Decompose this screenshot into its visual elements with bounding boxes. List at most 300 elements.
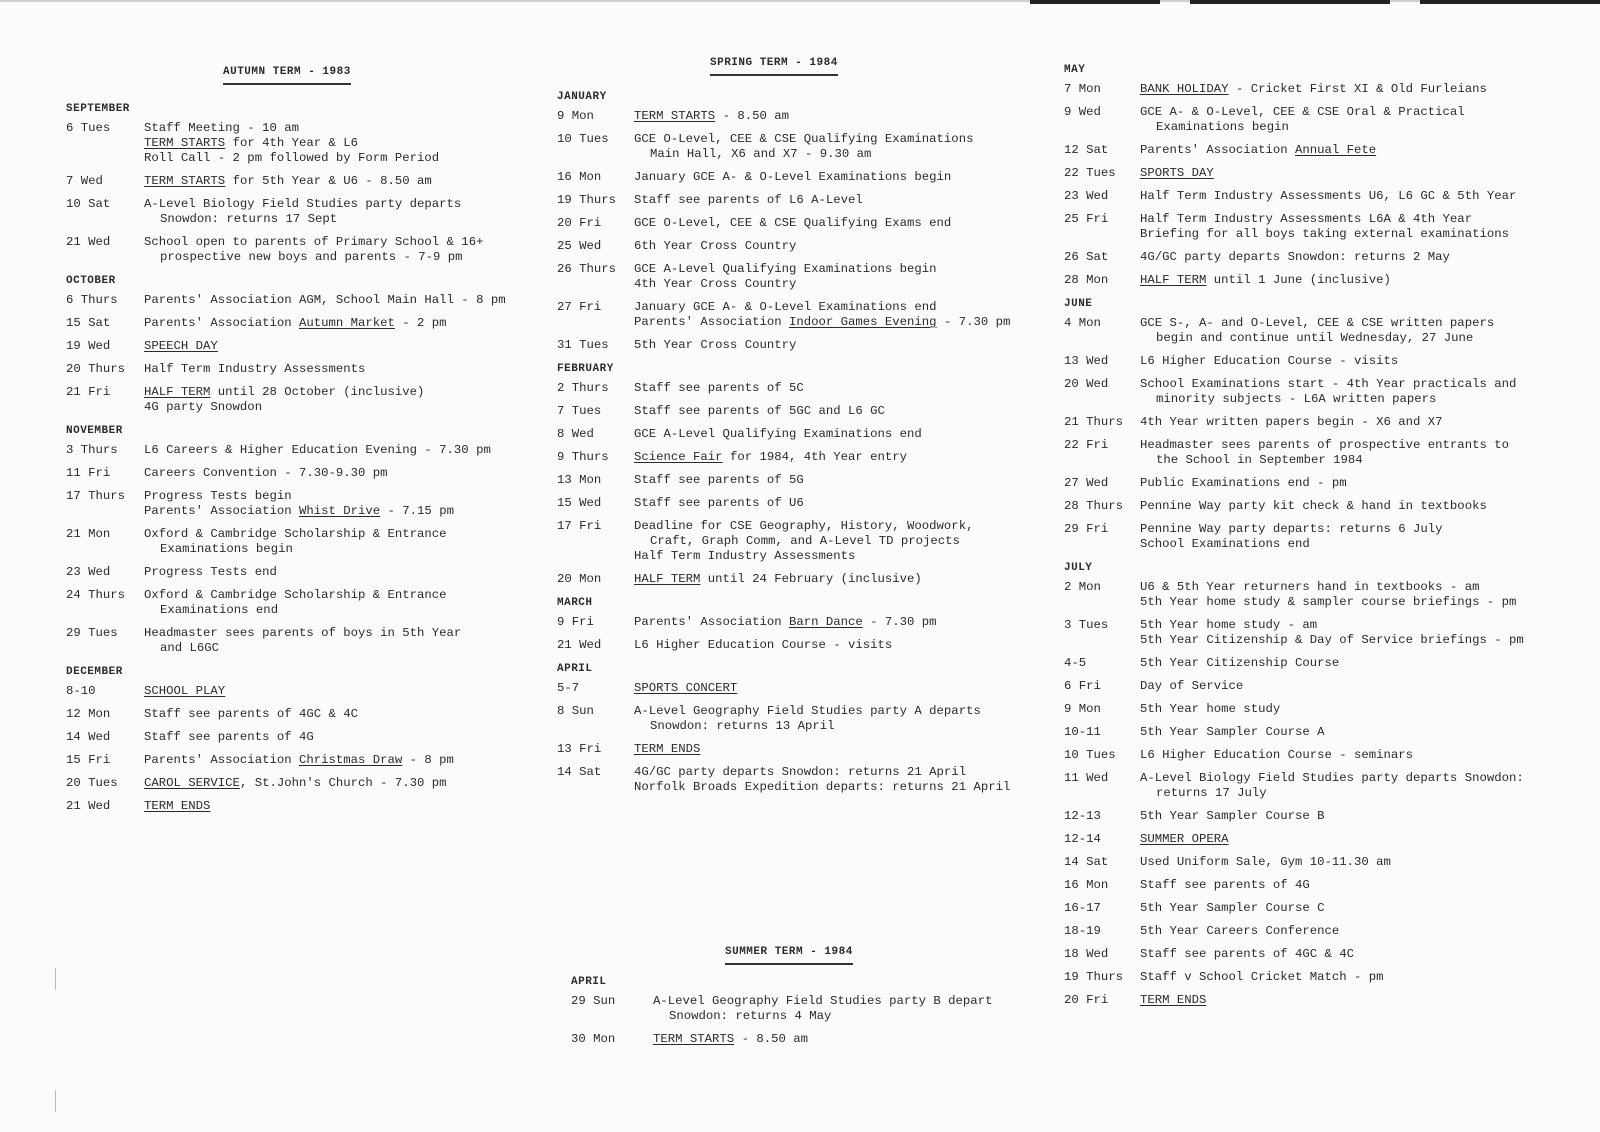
entry-description xyxy=(634,170,1042,185)
entry-line xyxy=(1140,537,1594,552)
entry-description xyxy=(634,404,1042,419)
entry-text: returns 17 July xyxy=(1156,786,1267,800)
entry-text: 5th Year home study & sampler course briefings - pm xyxy=(1140,595,1517,609)
calendar-entry xyxy=(66,316,546,331)
spring-term-title: SPRING TERM - 1984 xyxy=(710,57,838,76)
underlined-event: TERM ENDS xyxy=(634,742,701,756)
entry-date: 23 Wed xyxy=(1064,189,1109,203)
entry-text: Pennine Way party kit check & hand in textbooks xyxy=(1140,499,1487,513)
calendar-entry xyxy=(557,262,1042,292)
entry-text: Staff see parents of U6 xyxy=(634,496,804,510)
entry-text: GCE A- & O-Level, CEE & CSE Oral & Practical xyxy=(1140,105,1465,119)
entry-text: Parents' Association AGM, School Main Hall - 8 pm xyxy=(144,293,506,307)
entry-date: 7 Mon xyxy=(1064,82,1101,96)
entry-text: Staff see parents of 5G xyxy=(634,473,804,487)
entry-date: 8-10 xyxy=(66,684,96,698)
calendar-entry xyxy=(66,235,546,265)
entry-line xyxy=(634,427,1042,442)
entry-line xyxy=(1140,377,1594,392)
entry-line xyxy=(144,504,546,519)
entry-description xyxy=(634,765,1042,795)
entry-line xyxy=(1140,618,1594,633)
entry-date: 10 Tues xyxy=(1064,748,1116,762)
entry-line xyxy=(1140,476,1594,491)
calendar-entry xyxy=(1064,618,1594,648)
entry-text: 5th Year Cross Country xyxy=(634,338,797,352)
entry-text: Staff Meeting - 10 am xyxy=(144,121,299,135)
entry-line xyxy=(1140,901,1594,916)
entry-line xyxy=(144,174,546,189)
entry-text: 6th Year Cross Country xyxy=(634,239,797,253)
underlined-event: SPORTS CONCERT xyxy=(634,681,738,695)
entry-line xyxy=(144,753,546,768)
entry-date: 12 Mon xyxy=(66,707,111,721)
calendar-entry xyxy=(66,362,546,377)
calendar-entry xyxy=(66,684,546,699)
entry-line xyxy=(144,527,546,542)
underlined-event: Science Fair xyxy=(634,450,723,464)
underlined-event: TERM STARTS xyxy=(653,1032,735,1046)
entry-line xyxy=(144,293,546,308)
entry-date: 9 Wed xyxy=(1064,105,1101,119)
entry-line xyxy=(1140,970,1594,985)
entry-date: 10 Sat xyxy=(66,197,111,211)
entry-line xyxy=(1140,392,1594,407)
entry-text: Careers Convention - 7.30-9.30 pm xyxy=(144,466,388,480)
entry-description xyxy=(634,216,1042,231)
entry-date: 21 Wed xyxy=(557,638,602,652)
entry-text: GCE O-Level, CEE & CSE Qualifying Examinations xyxy=(634,132,974,146)
calendar-entry xyxy=(557,519,1042,564)
entry-text: for 4th Year & L6 xyxy=(225,136,359,150)
entry-line xyxy=(1140,771,1594,786)
entry-description xyxy=(144,466,546,481)
entry-description xyxy=(1140,947,1594,962)
entry-description xyxy=(1140,377,1594,407)
entry-description xyxy=(1140,725,1594,740)
entry-description xyxy=(144,174,546,189)
entry-text: Half Term Industry Assessments xyxy=(634,549,856,563)
calendar-entry xyxy=(557,109,1042,124)
calendar-entry xyxy=(1064,748,1594,763)
entry-description xyxy=(634,262,1042,292)
calendar-entry xyxy=(66,197,546,227)
entry-date: 6 Thurs xyxy=(66,293,118,307)
entry-date: 17 Fri xyxy=(557,519,602,533)
entry-date: 17 Thurs xyxy=(66,489,126,503)
entry-line xyxy=(144,542,546,557)
entry-text: , St.John's Church - 7.30 pm xyxy=(239,776,447,790)
calendar-entry xyxy=(557,615,1042,630)
entry-date: 20 Wed xyxy=(1064,377,1109,391)
entry-text: Parents' Association xyxy=(634,615,789,629)
underlined-event: SUMMER OPERA xyxy=(1140,832,1229,846)
entry-date: 20 Tues xyxy=(66,776,118,790)
entry-text: A-Level Geography Field Studies party B depart xyxy=(653,994,993,1008)
entry-date: 25 Wed xyxy=(557,239,602,253)
entry-description xyxy=(634,742,1042,757)
entry-line xyxy=(634,780,1042,795)
summer-term-continued-column xyxy=(1064,54,1594,1016)
month-heading: APRIL xyxy=(571,976,607,988)
entry-description xyxy=(1140,273,1594,288)
calendar-entry xyxy=(66,626,546,656)
entry-date: 31 Tues xyxy=(557,338,609,352)
entry-line xyxy=(653,994,1041,1009)
entry-date: 15 Wed xyxy=(557,496,602,510)
entry-text: - 8.50 am xyxy=(715,109,789,123)
month-heading: APRIL xyxy=(557,663,593,675)
entry-line xyxy=(1140,924,1594,939)
underlined-event: Whist Drive xyxy=(298,504,381,518)
entry-date: 16-17 xyxy=(1064,901,1101,915)
entry-date: 14 Wed xyxy=(66,730,111,744)
top-edge-mark xyxy=(1420,0,1600,4)
entry-line xyxy=(1140,82,1594,97)
entry-line xyxy=(144,603,546,618)
calendar-entry xyxy=(1064,970,1594,985)
entry-description xyxy=(634,519,1042,564)
entry-description xyxy=(1140,771,1594,801)
entry-date: 8 Wed xyxy=(557,427,594,441)
entry-date: 20 Thurs xyxy=(66,362,126,376)
underlined-event: SPORTS DAY xyxy=(1140,166,1214,180)
entry-text: Half Term Industry Assessments xyxy=(144,362,366,376)
entry-date: 20 Fri xyxy=(1064,993,1109,1007)
calendar-entry xyxy=(1064,878,1594,893)
calendar-entry xyxy=(1064,82,1594,97)
entry-description xyxy=(144,385,546,415)
entry-text: Used Uniform Sale, Gym 10-11.30 am xyxy=(1140,855,1391,869)
calendar-entry xyxy=(557,381,1042,396)
entry-date: 8 Sun xyxy=(557,704,594,718)
calendar-entry xyxy=(66,527,546,557)
entry-line xyxy=(1140,878,1594,893)
entry-date: 5-7 xyxy=(557,681,580,695)
month-heading: OCTOBER xyxy=(66,275,116,287)
entry-description xyxy=(634,193,1042,208)
calendar-entry xyxy=(557,496,1042,511)
calendar-entry xyxy=(66,707,546,722)
entry-date: 3 Thurs xyxy=(66,443,118,457)
underlined-event: TERM ENDS xyxy=(144,799,211,813)
entry-line xyxy=(1140,786,1594,801)
entry-text: Briefing for all boys taking external examinations xyxy=(1140,227,1509,241)
entry-date: 14 Sat xyxy=(1064,855,1109,869)
underlined-event: TERM STARTS xyxy=(144,136,226,150)
entry-description xyxy=(1140,105,1594,135)
entry-line xyxy=(1140,855,1594,870)
calendar-entry xyxy=(557,193,1042,208)
calendar-entry xyxy=(1064,580,1594,610)
entry-date: 26 Thurs xyxy=(557,262,617,276)
entry-line xyxy=(144,362,546,377)
entry-text: minority subjects - L6A written papers xyxy=(1156,392,1437,406)
entry-date: 27 Fri xyxy=(557,300,602,314)
entry-description xyxy=(144,684,546,699)
entry-text: U6 & 5th Year returners hand in textbooks - am xyxy=(1140,580,1480,594)
entry-text: Examinations end xyxy=(160,603,279,617)
entry-line xyxy=(1140,499,1594,514)
underlined-event: TERM STARTS xyxy=(144,174,226,188)
entry-description xyxy=(634,132,1042,162)
underlined-event: HALF TERM xyxy=(144,385,211,399)
month-heading: SEPTEMBER xyxy=(66,103,130,115)
entry-description xyxy=(634,496,1042,511)
entry-date: 2 Thurs xyxy=(557,381,609,395)
entry-line xyxy=(634,681,1042,696)
entry-description xyxy=(1140,212,1594,242)
entry-line xyxy=(1140,354,1594,369)
entry-text: L6 Careers & Higher Education Evening - 7.30 pm xyxy=(144,443,491,457)
entry-text: Headmaster sees parents of boys in 5th Year xyxy=(144,626,462,640)
entry-text: - 2 pm xyxy=(394,316,447,330)
autumn-term-column xyxy=(66,93,546,822)
underlined-event: SPEECH DAY xyxy=(144,339,218,353)
entry-description xyxy=(144,588,546,618)
entry-text: 4G/GC party departs Snowdon: returns 21 April xyxy=(634,765,967,779)
entry-line xyxy=(1140,656,1594,671)
entry-line xyxy=(1140,993,1594,1008)
entry-date: 10-11 xyxy=(1064,725,1101,739)
calendar-entry xyxy=(1064,725,1594,740)
entry-text: Oxford & Cambridge Scholarship & Entrance xyxy=(144,588,447,602)
entry-line xyxy=(144,684,546,699)
entry-line xyxy=(1140,595,1594,610)
entry-line xyxy=(1140,453,1594,468)
entry-text: begin and continue until Wednesday, 27 June xyxy=(1156,331,1474,345)
entry-line xyxy=(144,339,546,354)
entry-description xyxy=(1140,143,1594,158)
entry-date: 29 Sun xyxy=(571,994,616,1008)
underlined-event: SCHOOL PLAY xyxy=(144,684,226,698)
entry-text: Examinations begin xyxy=(160,542,293,556)
entry-line xyxy=(144,707,546,722)
entry-line xyxy=(144,799,546,814)
entry-date: 6 Tues xyxy=(66,121,111,135)
entry-description xyxy=(634,572,1042,587)
entry-line xyxy=(1140,438,1594,453)
entry-line xyxy=(1140,316,1594,331)
entry-text: Craft, Graph Comm, and A-Level TD projects xyxy=(650,534,960,548)
calendar-entry xyxy=(66,776,546,791)
entry-description xyxy=(634,704,1042,734)
entry-date: 20 Fri xyxy=(557,216,602,230)
entry-text: Progress Tests end xyxy=(144,565,277,579)
entry-line xyxy=(634,338,1042,353)
underlined-event: TERM STARTS xyxy=(634,109,716,123)
entry-line xyxy=(1140,189,1594,204)
entry-line xyxy=(1140,702,1594,717)
entry-line xyxy=(634,315,1042,330)
entry-line xyxy=(1140,415,1594,430)
autumn-term-title: AUTUMN TERM - 1983 xyxy=(223,66,351,85)
entry-text: Staff see parents of 4GC & 4C xyxy=(1140,947,1355,961)
entry-text: 5th Year Citizenship Course xyxy=(1140,656,1340,670)
entry-text: January GCE A- & O-Level Examinations end xyxy=(634,300,937,314)
entry-text: Staff see parents of 5C xyxy=(634,381,804,395)
entry-text: L6 Higher Education Course - seminars xyxy=(1140,748,1414,762)
entry-text: Staff see parents of 4GC & 4C xyxy=(144,707,359,721)
calendar-entry xyxy=(66,339,546,354)
entry-text: A-Level Geography Field Studies party A departs xyxy=(634,704,981,718)
calendar-entry xyxy=(66,443,546,458)
entry-date: 9 Mon xyxy=(557,109,594,123)
entry-description xyxy=(634,300,1042,330)
calendar-entry xyxy=(1064,316,1594,346)
entry-description xyxy=(1140,580,1594,610)
entry-date: 30 Mon xyxy=(571,1032,616,1046)
entry-date: 21 Fri xyxy=(66,385,111,399)
underlined-event: Indoor Games Evening xyxy=(788,315,937,329)
entry-description xyxy=(144,565,546,580)
entry-date: 27 Wed xyxy=(1064,476,1109,490)
entry-description xyxy=(1140,250,1594,265)
entry-text: L6 Higher Education Course - visits xyxy=(1140,354,1399,368)
entry-date: 9 Thurs xyxy=(557,450,609,464)
entry-description xyxy=(634,615,1042,630)
calendar-entry xyxy=(1064,212,1594,242)
entry-date: 2 Mon xyxy=(1064,580,1101,594)
entry-description xyxy=(1140,189,1594,204)
calendar-entry xyxy=(66,466,546,481)
entry-line xyxy=(144,136,546,151)
calendar-entry xyxy=(557,681,1042,696)
entry-date: 4-5 xyxy=(1064,656,1087,670)
underlined-event: Barn Dance xyxy=(788,615,863,629)
entry-date: 6 Fri xyxy=(1064,679,1101,693)
entry-line xyxy=(634,109,1042,124)
entry-date: 16 Mon xyxy=(557,170,602,184)
entry-line xyxy=(634,638,1042,653)
entry-date: 3 Tues xyxy=(1064,618,1109,632)
calendar-entry xyxy=(1064,143,1594,158)
entry-description xyxy=(144,626,546,656)
entry-description xyxy=(1140,316,1594,346)
entry-text: Parents' Association xyxy=(634,315,789,329)
top-edge-mark xyxy=(1190,0,1390,4)
entry-text: Staff see parents of 4G xyxy=(144,730,314,744)
entry-line xyxy=(634,742,1042,757)
calendar-entry xyxy=(557,765,1042,795)
entry-text: - 8 pm xyxy=(402,753,454,767)
calendar-entry xyxy=(1064,855,1594,870)
entry-line xyxy=(634,381,1042,396)
entry-text: School Examinations end xyxy=(1140,537,1310,551)
calendar-entry xyxy=(1064,771,1594,801)
entry-description xyxy=(1140,809,1594,824)
entry-line xyxy=(634,170,1042,185)
entry-line xyxy=(634,519,1042,534)
calendar-entry xyxy=(66,753,546,768)
entry-description xyxy=(634,109,1042,124)
entry-line xyxy=(1140,679,1594,694)
entry-text: Staff see parents of 5GC and L6 GC xyxy=(634,404,885,418)
calendar-entry xyxy=(557,473,1042,488)
entry-line xyxy=(144,385,546,400)
calendar-entry xyxy=(1064,924,1594,939)
entry-text: Snowdon: returns 17 Sept xyxy=(160,212,338,226)
entry-line xyxy=(1140,250,1594,265)
entry-text: - 7.30 pm xyxy=(862,615,937,629)
entry-date: 7 Tues xyxy=(557,404,602,418)
entry-date: 20 Mon xyxy=(557,572,602,586)
entry-line xyxy=(634,277,1042,292)
entry-line xyxy=(634,473,1042,488)
entry-text: A-Level Biology Field Studies party departs Snowdon: xyxy=(1140,771,1524,785)
month-heading: NOVEMBER xyxy=(66,425,123,437)
calendar-entry xyxy=(66,293,546,308)
calendar-entry xyxy=(557,742,1042,757)
entry-description xyxy=(1140,166,1594,181)
entry-date: 28 Mon xyxy=(1064,273,1109,287)
entry-text: for 5th Year & U6 - 8.50 am xyxy=(225,174,432,188)
entry-line xyxy=(1140,331,1594,346)
entry-line xyxy=(634,300,1042,315)
entry-description xyxy=(1140,832,1594,847)
entry-description xyxy=(144,730,546,745)
entry-line xyxy=(144,443,546,458)
entry-text: 4th Year written papers begin - X6 and X7 xyxy=(1140,415,1443,429)
entry-description xyxy=(1140,855,1594,870)
entry-line xyxy=(634,450,1042,465)
calendar-entry xyxy=(1064,438,1594,468)
calendar-entry xyxy=(557,239,1042,254)
calendar-entry xyxy=(557,638,1042,653)
entry-line xyxy=(144,316,546,331)
entry-line xyxy=(1140,809,1594,824)
entry-text: A-Level Biology Field Studies party departs xyxy=(144,197,462,211)
entry-text: 5th Year Sampler Course B xyxy=(1140,809,1325,823)
entry-text: 4G party Snowdon xyxy=(144,400,263,414)
entry-line xyxy=(1140,725,1594,740)
entry-line xyxy=(634,534,1042,549)
entry-description xyxy=(1140,924,1594,939)
entry-text: Headmaster sees parents of prospective entrants to xyxy=(1140,438,1509,452)
calendar-entry xyxy=(1064,809,1594,824)
calendar-entry xyxy=(557,300,1042,330)
calendar-entry xyxy=(66,174,546,189)
entry-date: 14 Sat xyxy=(557,765,602,779)
entry-line xyxy=(634,549,1042,564)
entry-date: 15 Fri xyxy=(66,753,111,767)
calendar-entry xyxy=(557,572,1042,587)
top-edge-mark xyxy=(1030,0,1160,4)
entry-text: Staff see parents of L6 A-Level xyxy=(634,193,863,207)
entry-line xyxy=(144,776,546,791)
entry-date: 13 Mon xyxy=(557,473,602,487)
entry-line xyxy=(144,151,546,166)
calendar-entry xyxy=(557,132,1042,162)
month-heading: JULY xyxy=(1064,562,1093,574)
entry-description xyxy=(1140,618,1594,648)
calendar-entry xyxy=(1064,273,1594,288)
entry-date: 21 Wed xyxy=(66,799,111,813)
underlined-event: BANK HOLIDAY xyxy=(1140,82,1229,96)
entry-text: Parents' Association xyxy=(144,504,299,518)
spring-term-column xyxy=(557,81,1042,803)
entry-line xyxy=(144,235,546,250)
entry-text: 4G/GC party departs Snowdon: returns 2 May xyxy=(1140,250,1450,264)
entry-text: School Examinations start - 4th Year practicals and xyxy=(1140,377,1517,391)
entry-date: 12-13 xyxy=(1064,809,1101,823)
entry-description xyxy=(144,121,546,166)
entry-description xyxy=(144,316,546,331)
entry-line xyxy=(634,262,1042,277)
entry-date: 22 Fri xyxy=(1064,438,1109,452)
entry-date: 9 Mon xyxy=(1064,702,1101,716)
entry-description xyxy=(653,1032,1041,1047)
